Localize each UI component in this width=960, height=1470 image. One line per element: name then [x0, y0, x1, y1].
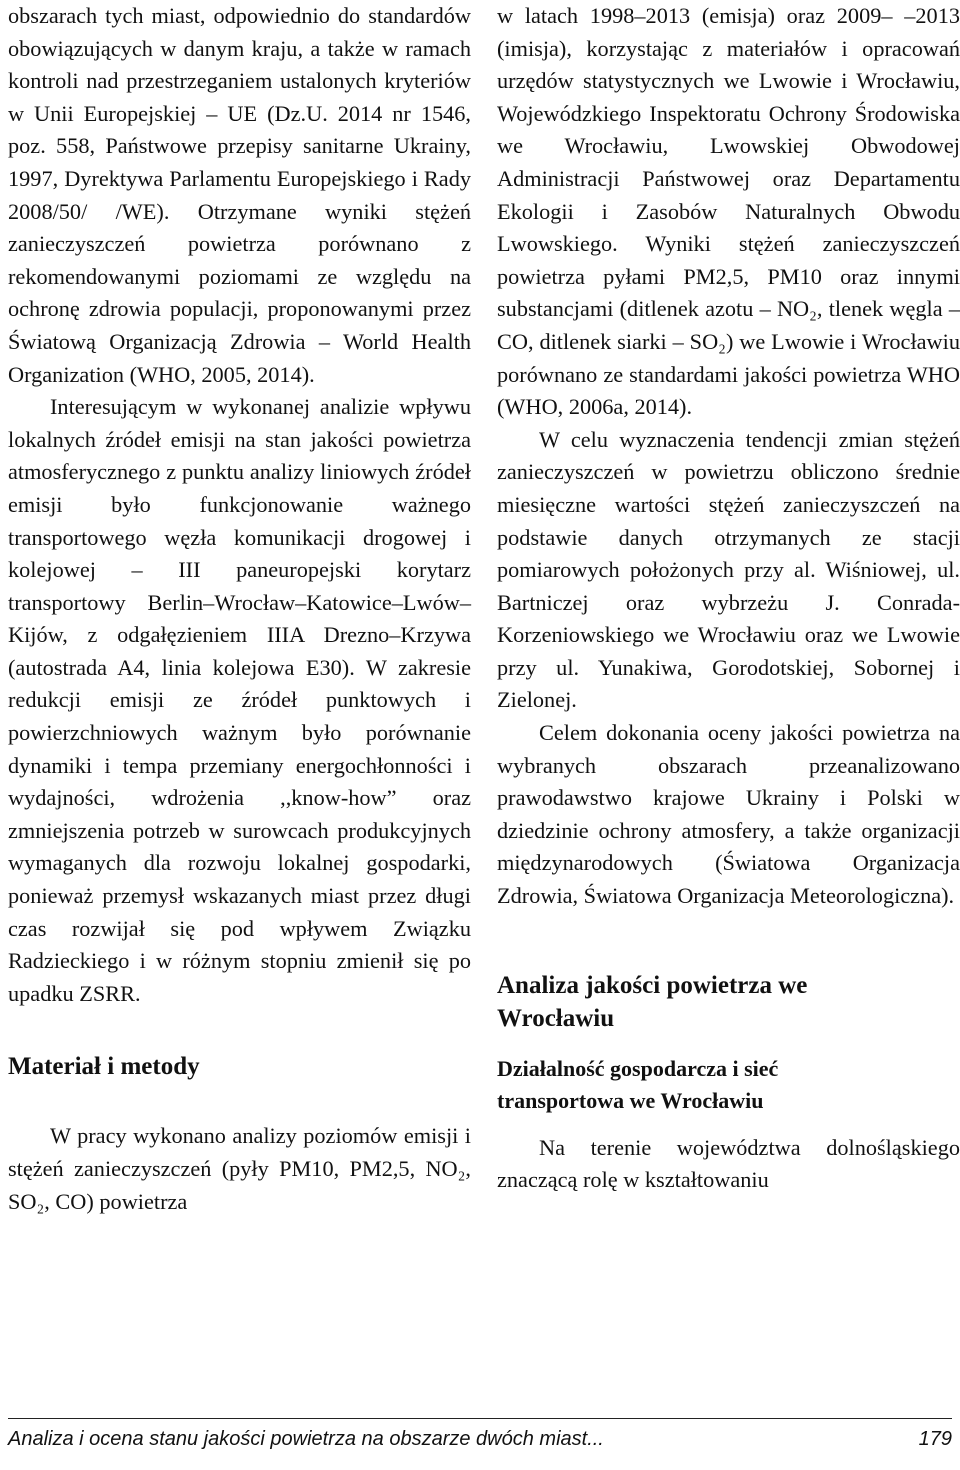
left-paragraph-2: Interesującym w wykonanej analizie wpływu lokalnych źródeł emisji na stan jakości powietrza atmosferycznego z punktu analizy liniowych źródeł emisji było funkcjonowanie ważnego transportowego węzła komunikacji drogowej i kolejowej – III paneuropejski korytarz transportowy Berlin–Wrocław–Katowice–Lwów–Kijów, z odgałęzieniem IIIA Drezno–Krzywa (autostrada A4, linia kolejowa E30). W zakresie redukcji emisji ze źródeł punktowych i powierzchniowych ważnym było porównanie dynamiki i tempa przemiany energochłonności i wydajności, wdrożenia ,,know-how” oraz zmniejszenia potrzeb w surowcach produkcyjnych wymaganych dla rozwoju lokalnej gospodarki, ponieważ przemysł wskazanych miast przez długi czas rozwijał się pod wpływem Związku Radzieckiego i w różnym stopniu zmienił się po upadku ZSRR. [8, 394, 471, 1006]
left-paragraph-3: W pracy wykonano analizy poziomów emisji i stężeń zanieczyszczeń (pyły PM10, PM2,5, NO₂, SO₂, CO) powietrza [8, 1123, 471, 1214]
running-title: Analiza i ocena stanu jakości powietrza na obszarze dwóch miast... [8, 1428, 604, 1450]
right-paragraph-2: W celu wyznaczenia tendencji zmian stężeń zanieczyszczeń w powietrzu obliczono średnie miesięczne wartości stężeń zanieczyszczeń na podstawie danych otrzymanych ze stacji pomiarowych położonych przy al. Wiśniowej, ul. Bartniczej oraz wybrzeżu J. Conrada-Korzeniowskiego we Wrocławiu oraz we Lwowie przy ul. Yunakiwa, Gorodotskiej, Sobornej i Zielonej. [497, 426, 960, 713]
page-number: 179 [918, 1428, 952, 1450]
left-paragraph-1: obszarach tych miast, odpowiednio do standardów obowiązujących w danym kraju, a także w ramach kontroli nad przestrzeganiem ustalonych kryteriów w Unii Europejskiej – UE (Dz.U. 2014 nr 1546, poz. 558, Państwowe przepisy sanitarne Ukrainy, 1997, Dyrektywa Parlamentu Europejskiego i Rady 2008/50/ /WE). Otrzymane wyniki stężeń zanieczyszczeń powietrza porównano z rekomendowanymi poziomami ze względu na ochronę zdrowia populacji, proponowanymi przez Światową Organizacją Zdrowia – World Health Organization (WHO, 2005, 2014). [8, 3, 471, 387]
page-footer [8, 1418, 952, 1452]
left-column [8, 0, 471, 1218]
section-heading-materials-methods: Materiał i metody [8, 1053, 200, 1081]
subsection-heading-economy-transport: Działalność gospodarcza i sieć transportowa we Wrocławiu [497, 1055, 779, 1113]
right-paragraph-3: Celem dokonania oceny jakości powietrza na wybranych obszarach przeanalizowano prawodawstwo krajowe Ukrainy i Polski w dziedzinie ochrony atmosfery, a także organizacji międzynarodowych (Światowa Organizacja Zdrowia, Światowa Organizacja Meteorologiczna). [497, 720, 960, 909]
right-paragraph-4: Na terenie województwa dolnośląskiego znaczącą rolę w kształtowaniu [497, 1134, 960, 1193]
section-heading-air-quality-wroclaw: Analiza jakości powietrza we Wrocławiu [497, 971, 808, 1032]
right-column [497, 0, 960, 1197]
right-paragraph-1: w latach 1998–2013 (emisja) oraz 2009– –2013 (imisja), korzystając z materiałów i opracowań urzędów statystycznych we Lwowie i Wrocławiu, Wojewódzkiego Inspektoratu Ochrony Środowiska we Wrocławiu, Lwowskiej Obwodowej Administracji Państwowej oraz Departamentu Ekologii i Zasobów Naturalnych Obwodu Lwowskiego. Wyniki stężeń zanieczyszczeń powietrza pyłami PM2,5, PM10 oraz innymi substancjami (ditlenek azotu – NO₂, tlenek węgla – CO, ditlenek siarki – SO₂) we Lwowie i Wrocławiu porównano ze standardami jakości powietrza WHO (WHO, 2006a, 2014). [497, 3, 960, 420]
